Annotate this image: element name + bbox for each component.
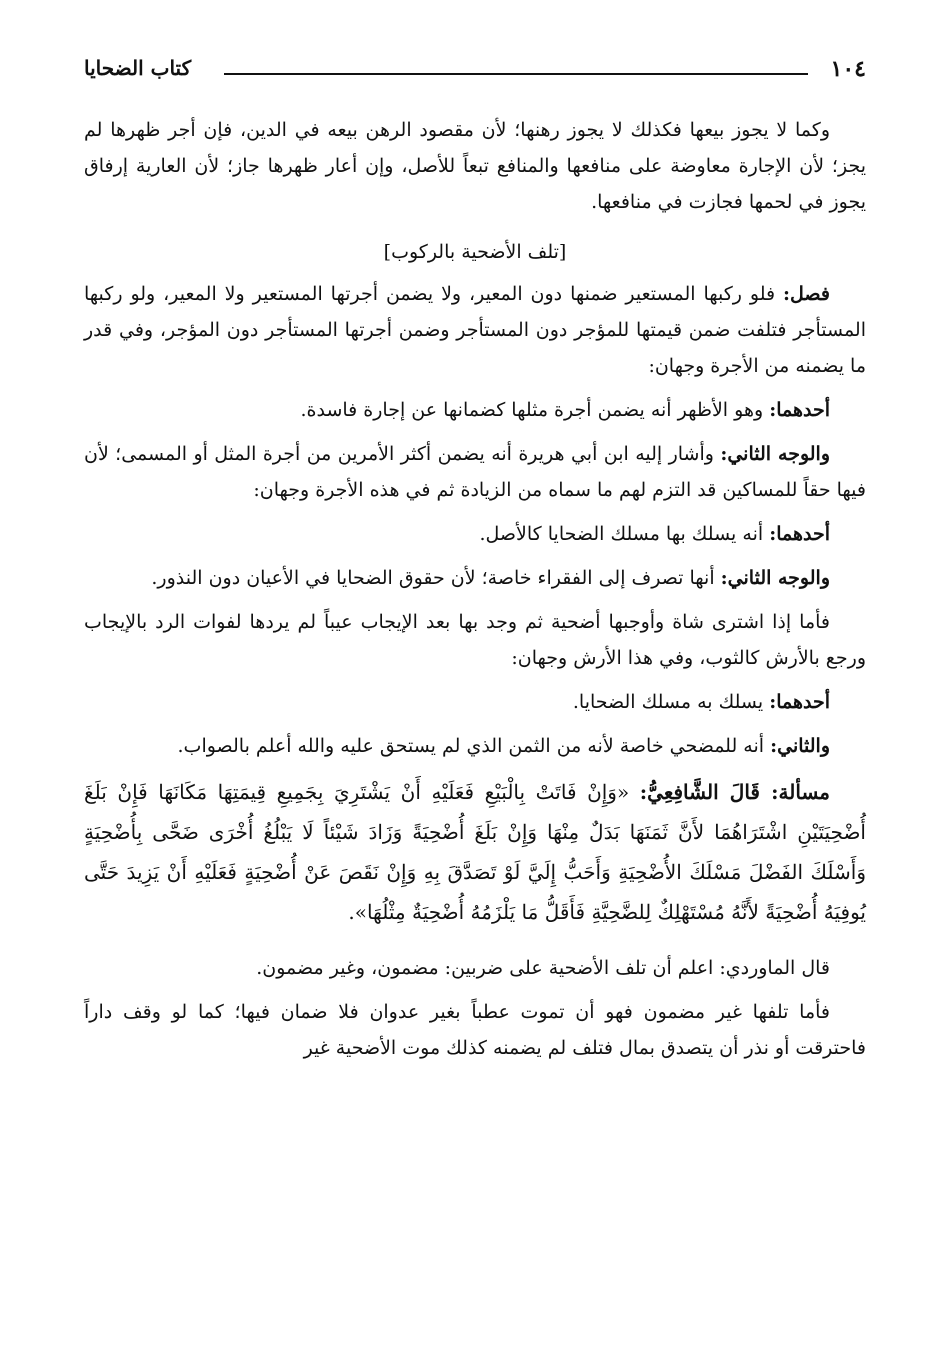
page-header <box>84 52 866 92</box>
page <box>84 52 866 1074</box>
paragraph-5-text: أنه يسلك بها مسلك الضحايا كالأصل. <box>479 523 770 545</box>
masala-lead: مسألة: قَالَ الشَّافِعِيُّ: <box>639 780 831 804</box>
paragraph-8-text: يسلك به مسلك الضحايا. <box>572 691 770 713</box>
paragraph-8-lead: أحدهما: <box>769 691 830 713</box>
paragraph-5-lead: أحدهما: <box>769 523 830 545</box>
page-body <box>84 112 866 1066</box>
paragraph-6-lead: والوجه الثاني: <box>720 567 830 589</box>
paragraph-7: فأما إذا اشترى شاة وأوجبها أضحية ثم وجد بها بعد الإيجاب عيباً لم يردها لفوات الرد بالإيجاب ورجع بالأرش كالثوب، وفي هذا الأرش وجهان: <box>84 611 866 669</box>
paragraph-3-text: وهو الأظهر أنه يضمن أجرة مثلها كضمانها عن إجارة فاسدة. <box>300 399 770 421</box>
paragraph-3-lead: أحدهما: <box>769 399 830 421</box>
section-heading: [تلف الأضحية بالركوب] <box>383 241 567 263</box>
page-number: ١٠٤ <box>830 56 866 82</box>
paragraph-9 <box>84 728 866 764</box>
paragraph-4-text: وأشار إليه ابن أبي هريرة أنه يضمن أكثر الأمرين من أجرة المثل أو المسمى؛ لأن فيها حقاً للمساكين قد التزم لهم ما سماه من الزيادة ثم في هذه الأجرة وجهان: <box>84 443 866 501</box>
paragraph-2-lead: فصل: <box>783 283 830 305</box>
paragraph-2 <box>84 276 866 384</box>
paragraph-3 <box>84 392 866 428</box>
paragraph-6 <box>84 560 866 596</box>
shafii-quote-text: «وَإِنْ فَاتَتْ بِالْبَيْعِ فَعَلَيْهِ أَنْ يَشْتَرِيَ بِجَمِيعِ قِيمَتِهَا مَكَانَهَا فَإِنْ بَلَغَ أُضْحِيَتَيْنِ اشْتَرَاهُمَا لأَنَّ ثَمَنَهَا بَدَلٌ مِنْهَا وَإِنْ بَلَغَ أُضْحِيَةً وَزَادَ شَيْئاً لَا يَبْلُغُ أُخْرَى ضَحَّى بِأُضْحِيَةٍ وَأَسْلَكَ الفَضْلَ مَسْلَكَ الأُضْحِيَةِ وَأَحَبُّ إِلَيَّ لَوْ تَصَدَّقَ بِهِ وَإِنْ نَقَصَ عَنْ أُضْحِيَةٍ فَعَلَيْهِ أَنْ يَزِيدَ حَتَّى يُوفِيَهُ أُضْحِيَةً لأَنَّهُ مُسْتَهْلِكٌ لِلضَّحِيَّةِ فَأَقَلُّ مَا يَلْزَمُهُ أُضْحِيَةٌ مِثْلُهَا». <box>84 780 866 924</box>
shafii-quote-paragraph <box>84 772 866 932</box>
paragraph-9-text: أنه للمضحي خاصة لأنه من الثمن الذي لم يستحق عليه والله أعلم بالصواب. <box>177 735 771 757</box>
paragraph-12: فأما تلفها غير مضمون فهو أن تموت عطباً بغير عدوان فلا ضمان فيها؛ كما لو وقف داراً فاحترقت أو نذر أن يتصدق بمال فتلف لم يضمنه كذلك موت الأضحية غير <box>84 1001 866 1059</box>
paragraph-5 <box>84 516 866 552</box>
paragraph-8 <box>84 684 866 720</box>
paragraph-1: وكما لا يجوز بيعها فكذلك لا يجوز رهنها؛ لأن مقصود الرهن بيعه في الدين، فإن أجر ظهرها لم يجز؛ لأن الإجارة معاوضة على منافعها والمنافع تبعاً للأصل، وإن أعار ظهرها جاز؛ لأن العارية إرفاق يجوز في لحمها فجازت في منافعها. <box>84 119 866 213</box>
paragraph-2-text: فلو ركبها المستعير ضمنها دون المعير، ولا يضمن أجرتها المستعير ولا المعير، ولو ركبها المستأجر فتلفت ضمن قيمتها للمؤجر دون المستأجر وضمن أجرتها المستأجر دون المؤجر، وفي قدر ما يضمنه من الأجرة وجهان: <box>84 283 866 377</box>
paragraph-6-text: أنها تصرف إلى الفقراء خاصة؛ لأن حقوق الضحايا في الأعيان دون النذور. <box>151 567 721 589</box>
paragraph-4 <box>84 436 866 508</box>
header-rule <box>224 73 808 75</box>
paragraph-4-lead: والوجه الثاني: <box>720 443 830 465</box>
paragraph-9-lead: والثاني: <box>770 735 830 757</box>
book-title: كتاب الضحايا <box>84 56 192 80</box>
paragraph-11: قال الماوردي: اعلم أن تلف الأضحية على ضربين: مضمون، وغير مضمون. <box>256 957 830 979</box>
